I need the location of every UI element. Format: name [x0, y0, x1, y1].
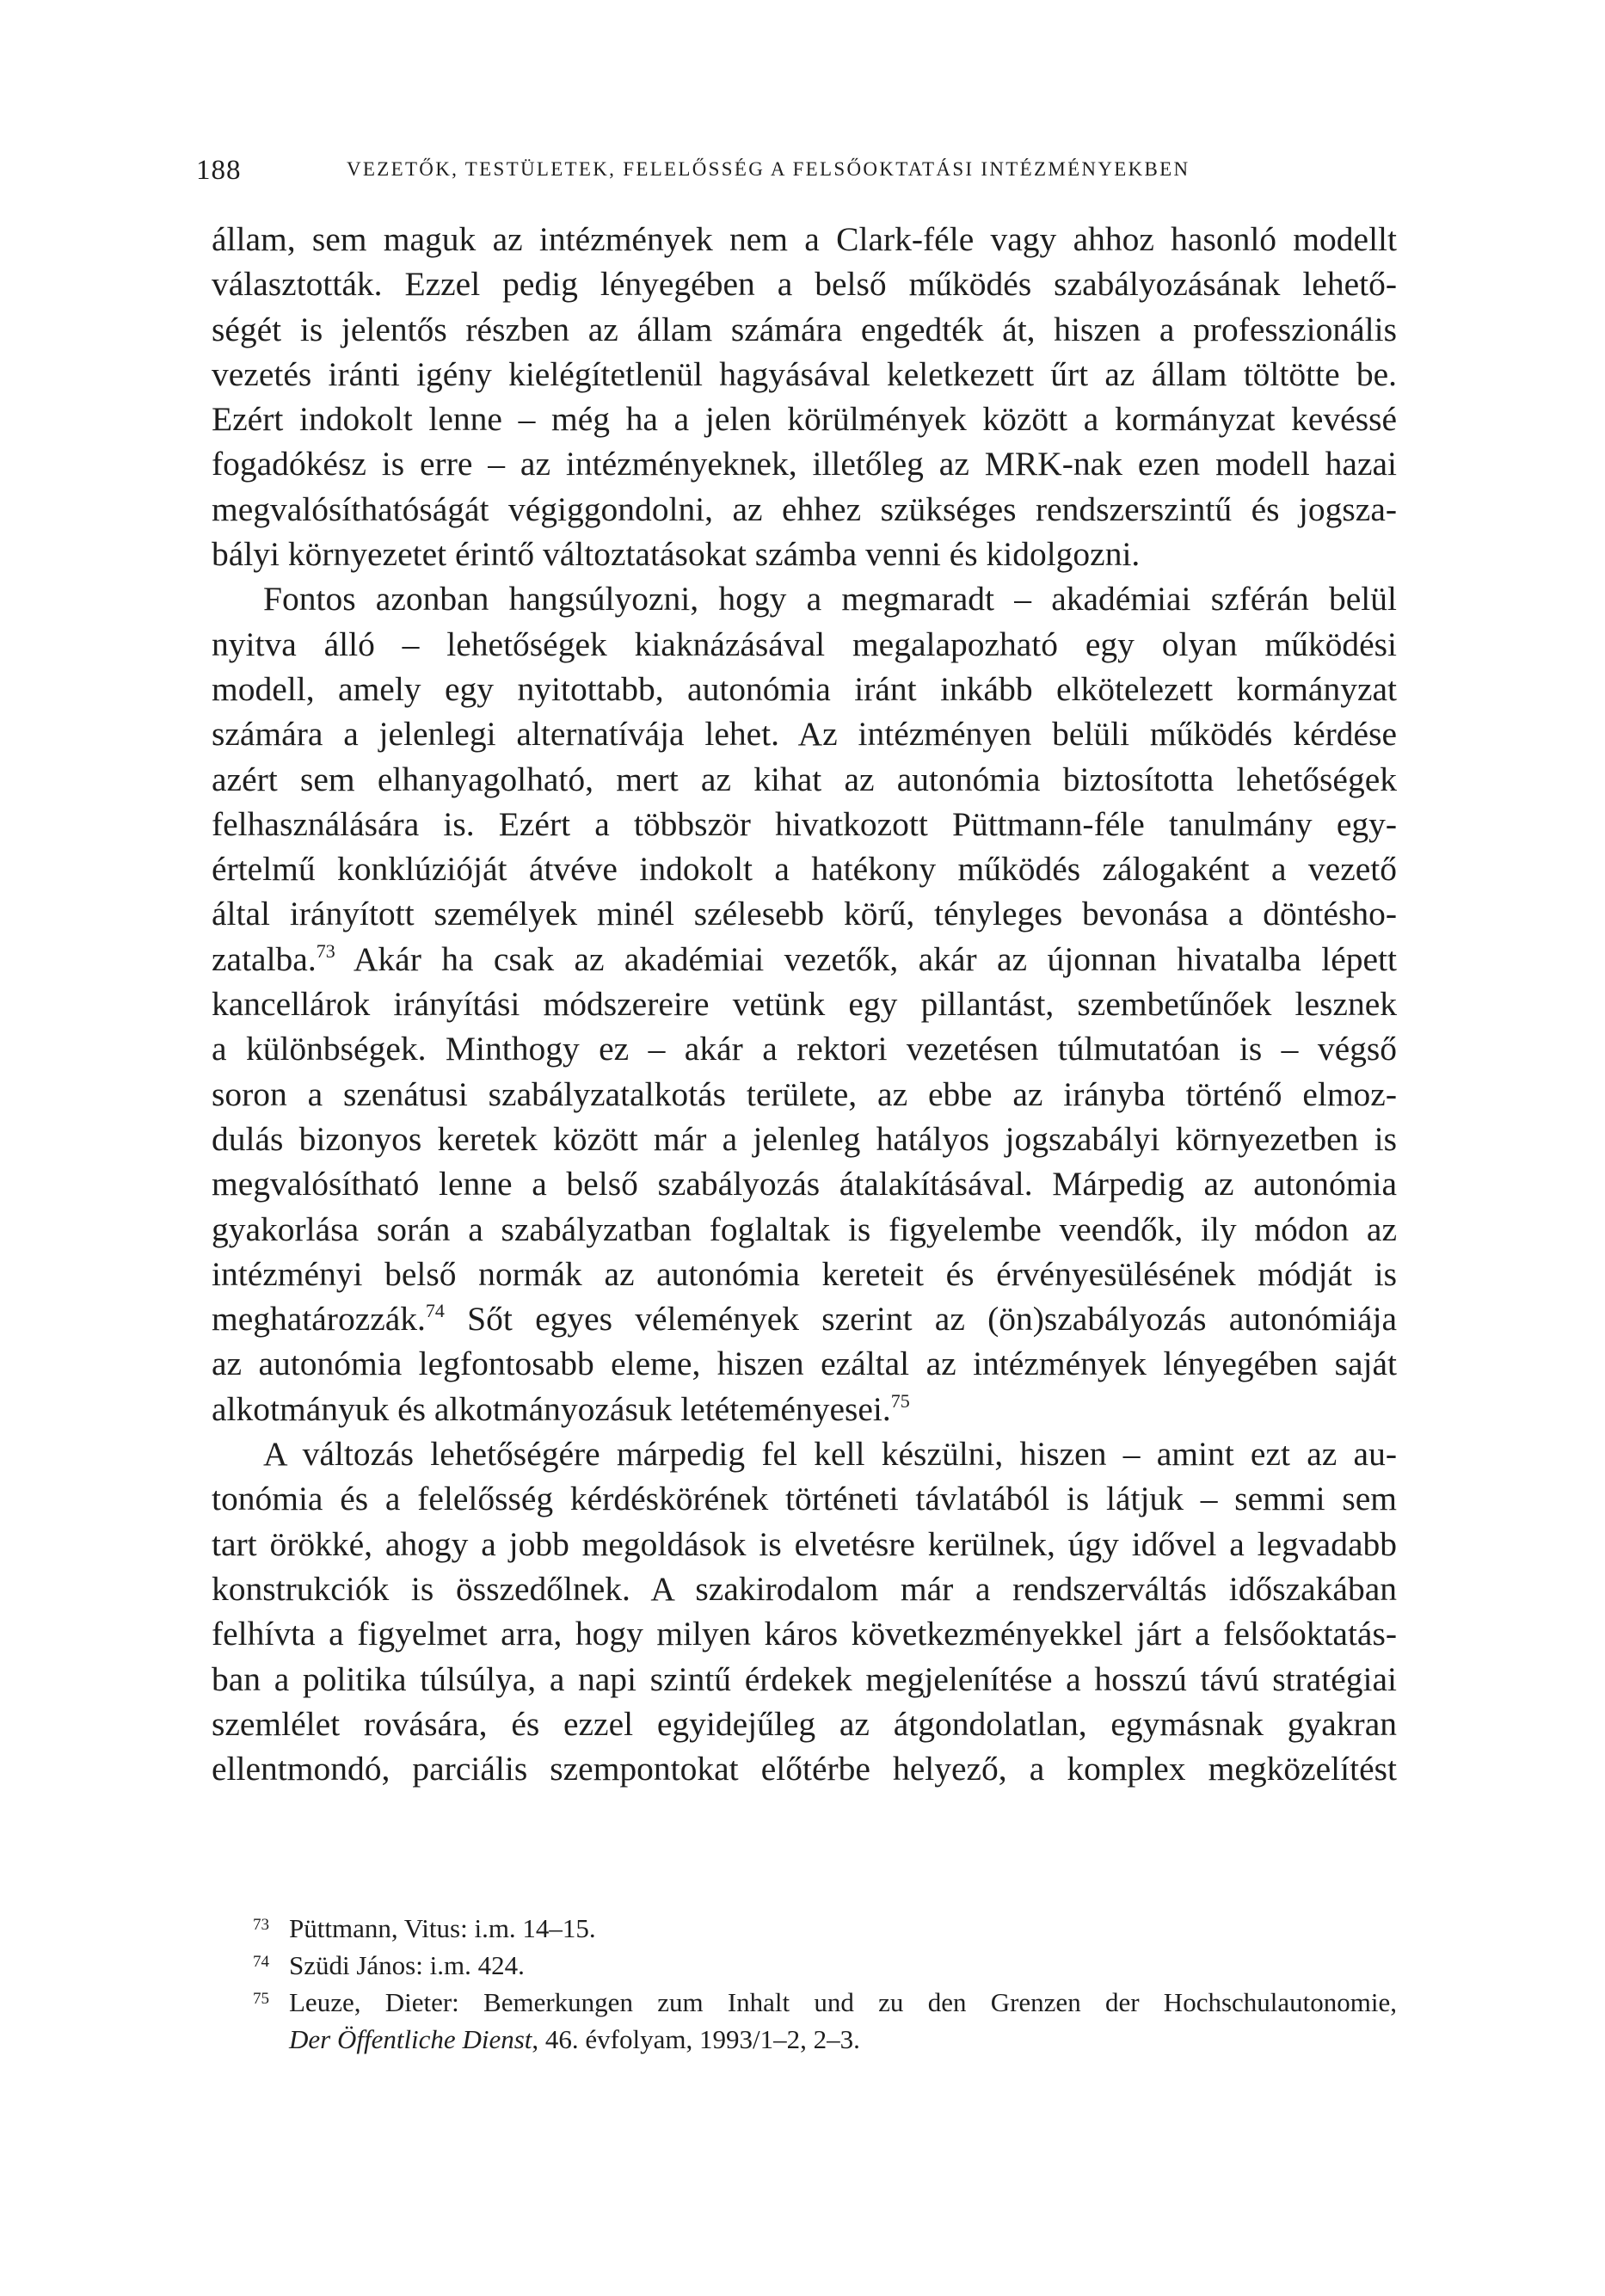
- running-title: VEZETŐK, TESTÜLETEK, FELELŐSSÉG A FELSŐOKTATÁSI INTÉZMÉNYEKBEN: [347, 158, 1190, 180]
- text-fragment: zatalba.: [212, 939, 317, 978]
- text-line: ellentmondó, parciális szempontokat előtérbe helyező, a komplex megközelítést: [212, 1750, 1397, 1788]
- text-line: ségét is jelentős részben az állam számára engedték át, hiszen a professzionális: [212, 310, 1397, 348]
- text-line: [212, 937, 1397, 982]
- text-line: értelmű konklúzióját átvéve indokolt a hatékony működés zálogaként a vezető: [212, 850, 1397, 889]
- footnote-74: [244, 1947, 1397, 1984]
- footnote-text-rest: , 46. évfolyam, 1993/1–2, 2–3.: [532, 2024, 860, 2054]
- text-line: választották. Ezzel pedig lényegében a belső működés szabályozásának lehető-: [212, 265, 1397, 304]
- footnote-number: 75: [253, 1990, 269, 2008]
- text-line: felhívta a figyelmet arra, hogy milyen káros következményekkel járt a felsőoktatás-: [212, 1615, 1397, 1653]
- journal-title: Der Öffentliche Dienst: [289, 2024, 532, 2054]
- footnote-ref: 74: [425, 1300, 445, 1322]
- body-text: [212, 217, 1397, 1791]
- running-header: [196, 155, 1397, 196]
- text-line: vezetés iránti igény kielégítetlenül hagyásával keletkezett űrt az állam töltötte be.: [212, 354, 1397, 393]
- text-line: soron a szenátusi szabályzatalkotás területe, az ebbe az irányba történő elmoz-: [212, 1074, 1397, 1113]
- footnote-text: Leuze, Dieter: Bemerkungen zum Inhalt und zu den Grenzen der Hochschulautonomie,: [289, 1987, 1397, 2017]
- text-fragment: Akár ha csak az akadémiai vezetők, akár az újonnan hivatalba lépett: [335, 939, 1397, 978]
- text-line: bályi környezetet érintő változtatásokat számba venni és kidolgozni.: [212, 535, 1141, 574]
- text-line: intézményi belső normák az autonómia kereteit és érvényesülésének módját is: [212, 1254, 1397, 1293]
- text-line: [212, 1387, 1397, 1431]
- text-line: Fontos azonban hangsúlyozni, hogy a megmaradt – akadémiai szférán belül: [263, 580, 1397, 619]
- footnote-text: Szüdi János: i.m. 424.: [289, 1950, 525, 1980]
- footnote-73: [244, 1910, 1397, 1947]
- text-line: tart örökké, ahogy a jobb megoldások is elvetésre kerülnek, úgy idővel a legvadabb: [212, 1524, 1397, 1563]
- footnote-75: [244, 1984, 1397, 2058]
- footnote-number: 74: [253, 1953, 269, 1971]
- footnote-ref: 75: [890, 1389, 910, 1412]
- text-line: kancellárok irányítási módszereire vetünk egy pillantást, szembetűnőek lesznek: [212, 985, 1397, 1024]
- text-line: modell, amely egy nyitottabb, autonómia iránt inkább elkötelezett kormányzat: [212, 669, 1397, 708]
- text-line: által irányított személyek minél szélesebb körű, tényleges bevonása a döntésho-: [212, 895, 1397, 933]
- text-line: szemlélet rovására, és ezzel egyidejűleg az átgondolatlan, egymásnak gyakran: [212, 1704, 1397, 1743]
- text-line: A változás lehetőségére márpedig fel kell készülni, hiszen – amint ezt az au-: [263, 1435, 1397, 1474]
- text-fragment: alkotmányuk és alkotmányozásuk letéteményesei.: [212, 1389, 891, 1428]
- footnotes: [244, 1910, 1397, 2058]
- text-line: az autonómia legfontosabb eleme, hiszen ezáltal az intézmények lényegében saját: [212, 1345, 1397, 1383]
- text-fragment: Sőt egyes vélemények szerint az (ön)szabályozás autonómiája: [444, 1300, 1397, 1339]
- page-number: 188: [196, 155, 242, 186]
- text-line: Ezért indokolt lenne – még ha a jelen körülmények között a kormányzat kevéssé: [212, 400, 1397, 439]
- text-line: nyitva álló – lehetőségek kiaknázásával megalapozható egy olyan működési: [212, 625, 1397, 663]
- text-line: azért sem elhanyagolható, mert az kihat az autonómia biztosította lehetőségek: [212, 760, 1397, 798]
- text-line: gyakorlása során a szabályzatban foglaltak is figyelembe veendők, ily módon az: [212, 1210, 1397, 1248]
- text-line: megvalósítható lenne a belső szabályozás átalakításával. Márpedig az autonómia: [212, 1165, 1397, 1203]
- text-line: a különbségek. Minthogy ez – akár a rektori vezetésen túlmutatóan is – végső: [212, 1030, 1397, 1068]
- text-line: konstrukciók is összedőlnek. A szakirodalom már a rendszerváltás időszakában: [212, 1569, 1397, 1608]
- text-line: állam, sem maguk az intézmények nem a Clark-féle vagy ahhoz hasonló modellt: [212, 220, 1397, 258]
- footnote-text: Püttmann, Vitus: i.m. 14–15.: [289, 1913, 596, 1943]
- text-line: ban a politika túlsúlya, a napi szintű érdekek megjelenítése a hosszú távú stratégiai: [212, 1659, 1397, 1698]
- text-line: felhasználására is. Ezért a többször hivatkozott Püttmann-féle tanulmány egy-: [212, 804, 1397, 843]
- text-line: számára a jelenlegi alternatívája lehet. Az intézményen belüli működés kérdése: [212, 715, 1397, 754]
- text-line: dulás bizonyos keretek között már a jelenleg hatályos jogszabályi környezetben is: [212, 1119, 1397, 1158]
- text-line: tonómia és a felelősség kérdéskörének történeti távlatából is látjuk – semmi sem: [212, 1480, 1397, 1518]
- text-line: [212, 1296, 1397, 1341]
- footnote-text-line: [289, 2021, 1397, 2058]
- text-fragment: meghatározzák.: [212, 1300, 426, 1339]
- footnote-number: 73: [253, 1916, 269, 1934]
- text-line: fogadókész is erre – az intézményeknek, illetőleg az MRK-nak ezen modell hazai: [212, 445, 1397, 483]
- footnote-ref: 73: [316, 939, 335, 962]
- text-line: megvalósíthatóságát végiggondolni, az ehhez szükséges rendszerszintű és jogsza-: [212, 489, 1397, 528]
